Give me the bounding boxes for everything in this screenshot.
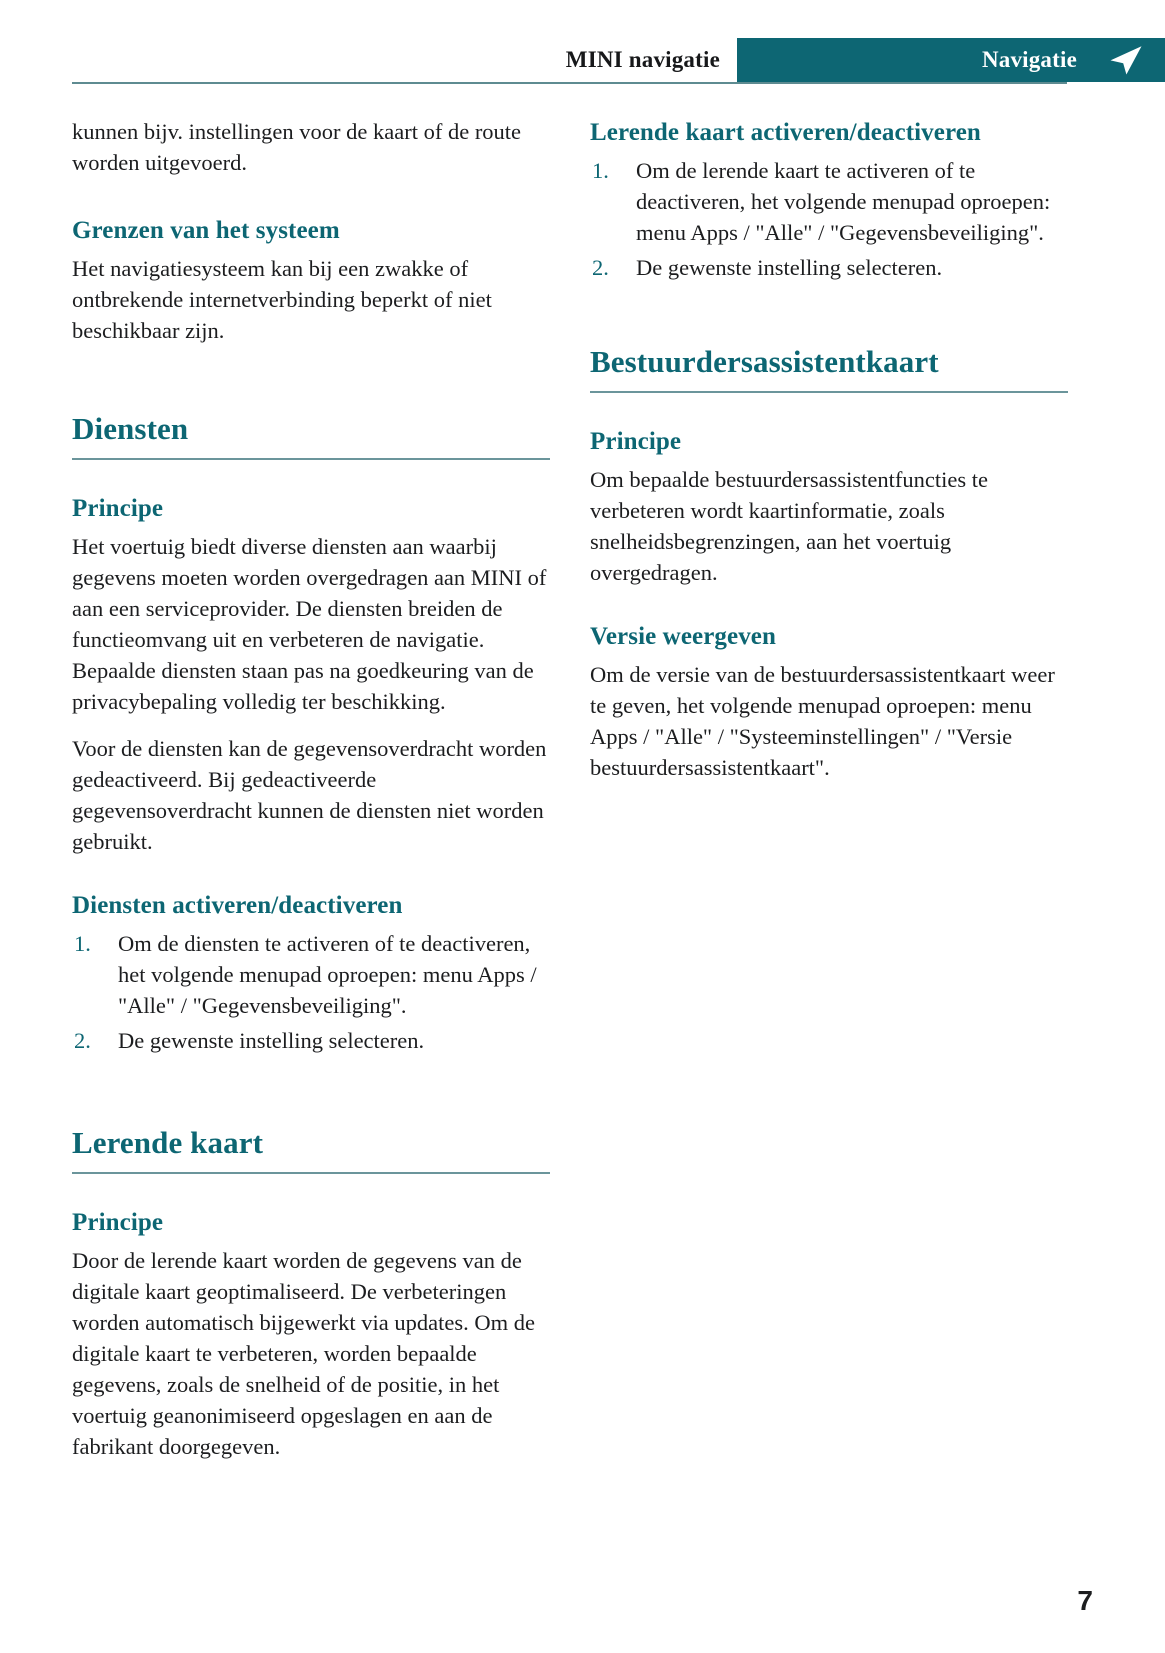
heading-diensten-activeren-deactiveren: Diensten activeren/deactiveren (72, 892, 403, 919)
paragraph-grenzen-van-het-systeem: Het navigatiesysteem kan bij een zwakke of ontbrekende internetverbinding beperkt of niet beschikbaar zijn. (72, 256, 492, 343)
navigation-arrow-icon (1107, 44, 1143, 76)
manual-title: MINI navigatie (565, 47, 720, 72)
paragraph-versie-weergeven: Om de versie van de bestuurdersassistentkaart weer te geven, het volgende menupad oproepen: menu Apps / "Alle" / "Systeeminstellingen" / "Versie bestuurdersassistentkaart". (590, 662, 1055, 780)
page-number: 7 (1077, 1585, 1093, 1616)
chapter-banner-label: Navigatie (981, 47, 1077, 72)
chapter-banner (737, 38, 1165, 82)
list-item: Om de lerende kaart te activeren of te deactiveren, het volgende menupad oproepen: menu Apps / "Alle" / "Gegevensbeveiliging". (636, 158, 1051, 245)
list-item: Om de diensten te activeren of te deactiveren, het volgende menupad oproepen: menu Apps / "Alle" / "Gegevensbeveiliging". (118, 931, 537, 1018)
section-title-bestuurdersassistentkaart: Bestuurdersassistentkaart (590, 343, 1068, 393)
heading-diensten-principe: Principe (72, 495, 164, 522)
heading-grenzen-van-het-systeem: Grenzen van het systeem (72, 217, 340, 244)
steps-lerende-kaart-activeren (590, 155, 1068, 283)
heading-lerende-kaart-activeren-deactiveren: Lerende kaart activeren/deactiveren (590, 119, 981, 146)
left-column (72, 116, 550, 1462)
list-item: De gewenste instelling selecteren. (636, 255, 943, 280)
heading-lerende-kaart-principe: Principe (72, 1209, 164, 1236)
content-columns (72, 116, 1068, 1536)
section-title-diensten: Diensten (72, 410, 550, 460)
header-divider-rule (72, 82, 1067, 84)
heading-bestuurdersassistentkaart-principe: Principe (590, 428, 682, 455)
paragraph-bestuurdersassistentkaart-principe: Om bepaalde bestuurdersassistentfuncties te verbeteren wordt kaartinformatie, zoals snelheidsbegrenzingen, aan het voertuig overgedragen. (590, 467, 989, 585)
paragraph-diensten-principe-1: Het voertuig biedt diverse diensten aan waarbij gegevens moeten worden overgedragen aan MINI of aan een serviceprovider. De diensten breiden de functieomvang uit en verbeteren de navigatie. Bepaalde diensten staan pas na goedkeuring van de privacybepaling volledig ter beschikking. (72, 534, 547, 714)
heading-versie-weergeven: Versie weergeven (590, 623, 777, 650)
section-title-lerende-kaart: Lerende kaart (72, 1124, 550, 1174)
paragraph-diensten-principe-2: Voor de diensten kan de gegevensoverdracht worden gedeactiveerd. Bij gedeactiveerde gegevensoverdracht kunnen de diensten niet worden gebruikt. (72, 736, 547, 854)
page-header (0, 38, 1165, 82)
paragraph-lerende-kaart-principe: Door de lerende kaart worden de gegevens van de digitale kaart geoptimaliseerd. De verbeteringen worden automatisch bijgewerkt via updates. Om de digitale kaart te verbeteren, worden bepaalde gegevens, zoals de snelheid of de positie, in het voertuig geanonimiseerd opgeslagen en aan de fabrikant doorgegeven. (72, 1248, 535, 1459)
right-column (590, 116, 1068, 783)
continued-paragraph: kunnen bijv. instellingen voor de kaart of de route worden uitgevoerd. (72, 119, 522, 175)
steps-diensten-activeren (72, 928, 550, 1056)
list-item: De gewenste instelling selecteren. (118, 1028, 425, 1053)
